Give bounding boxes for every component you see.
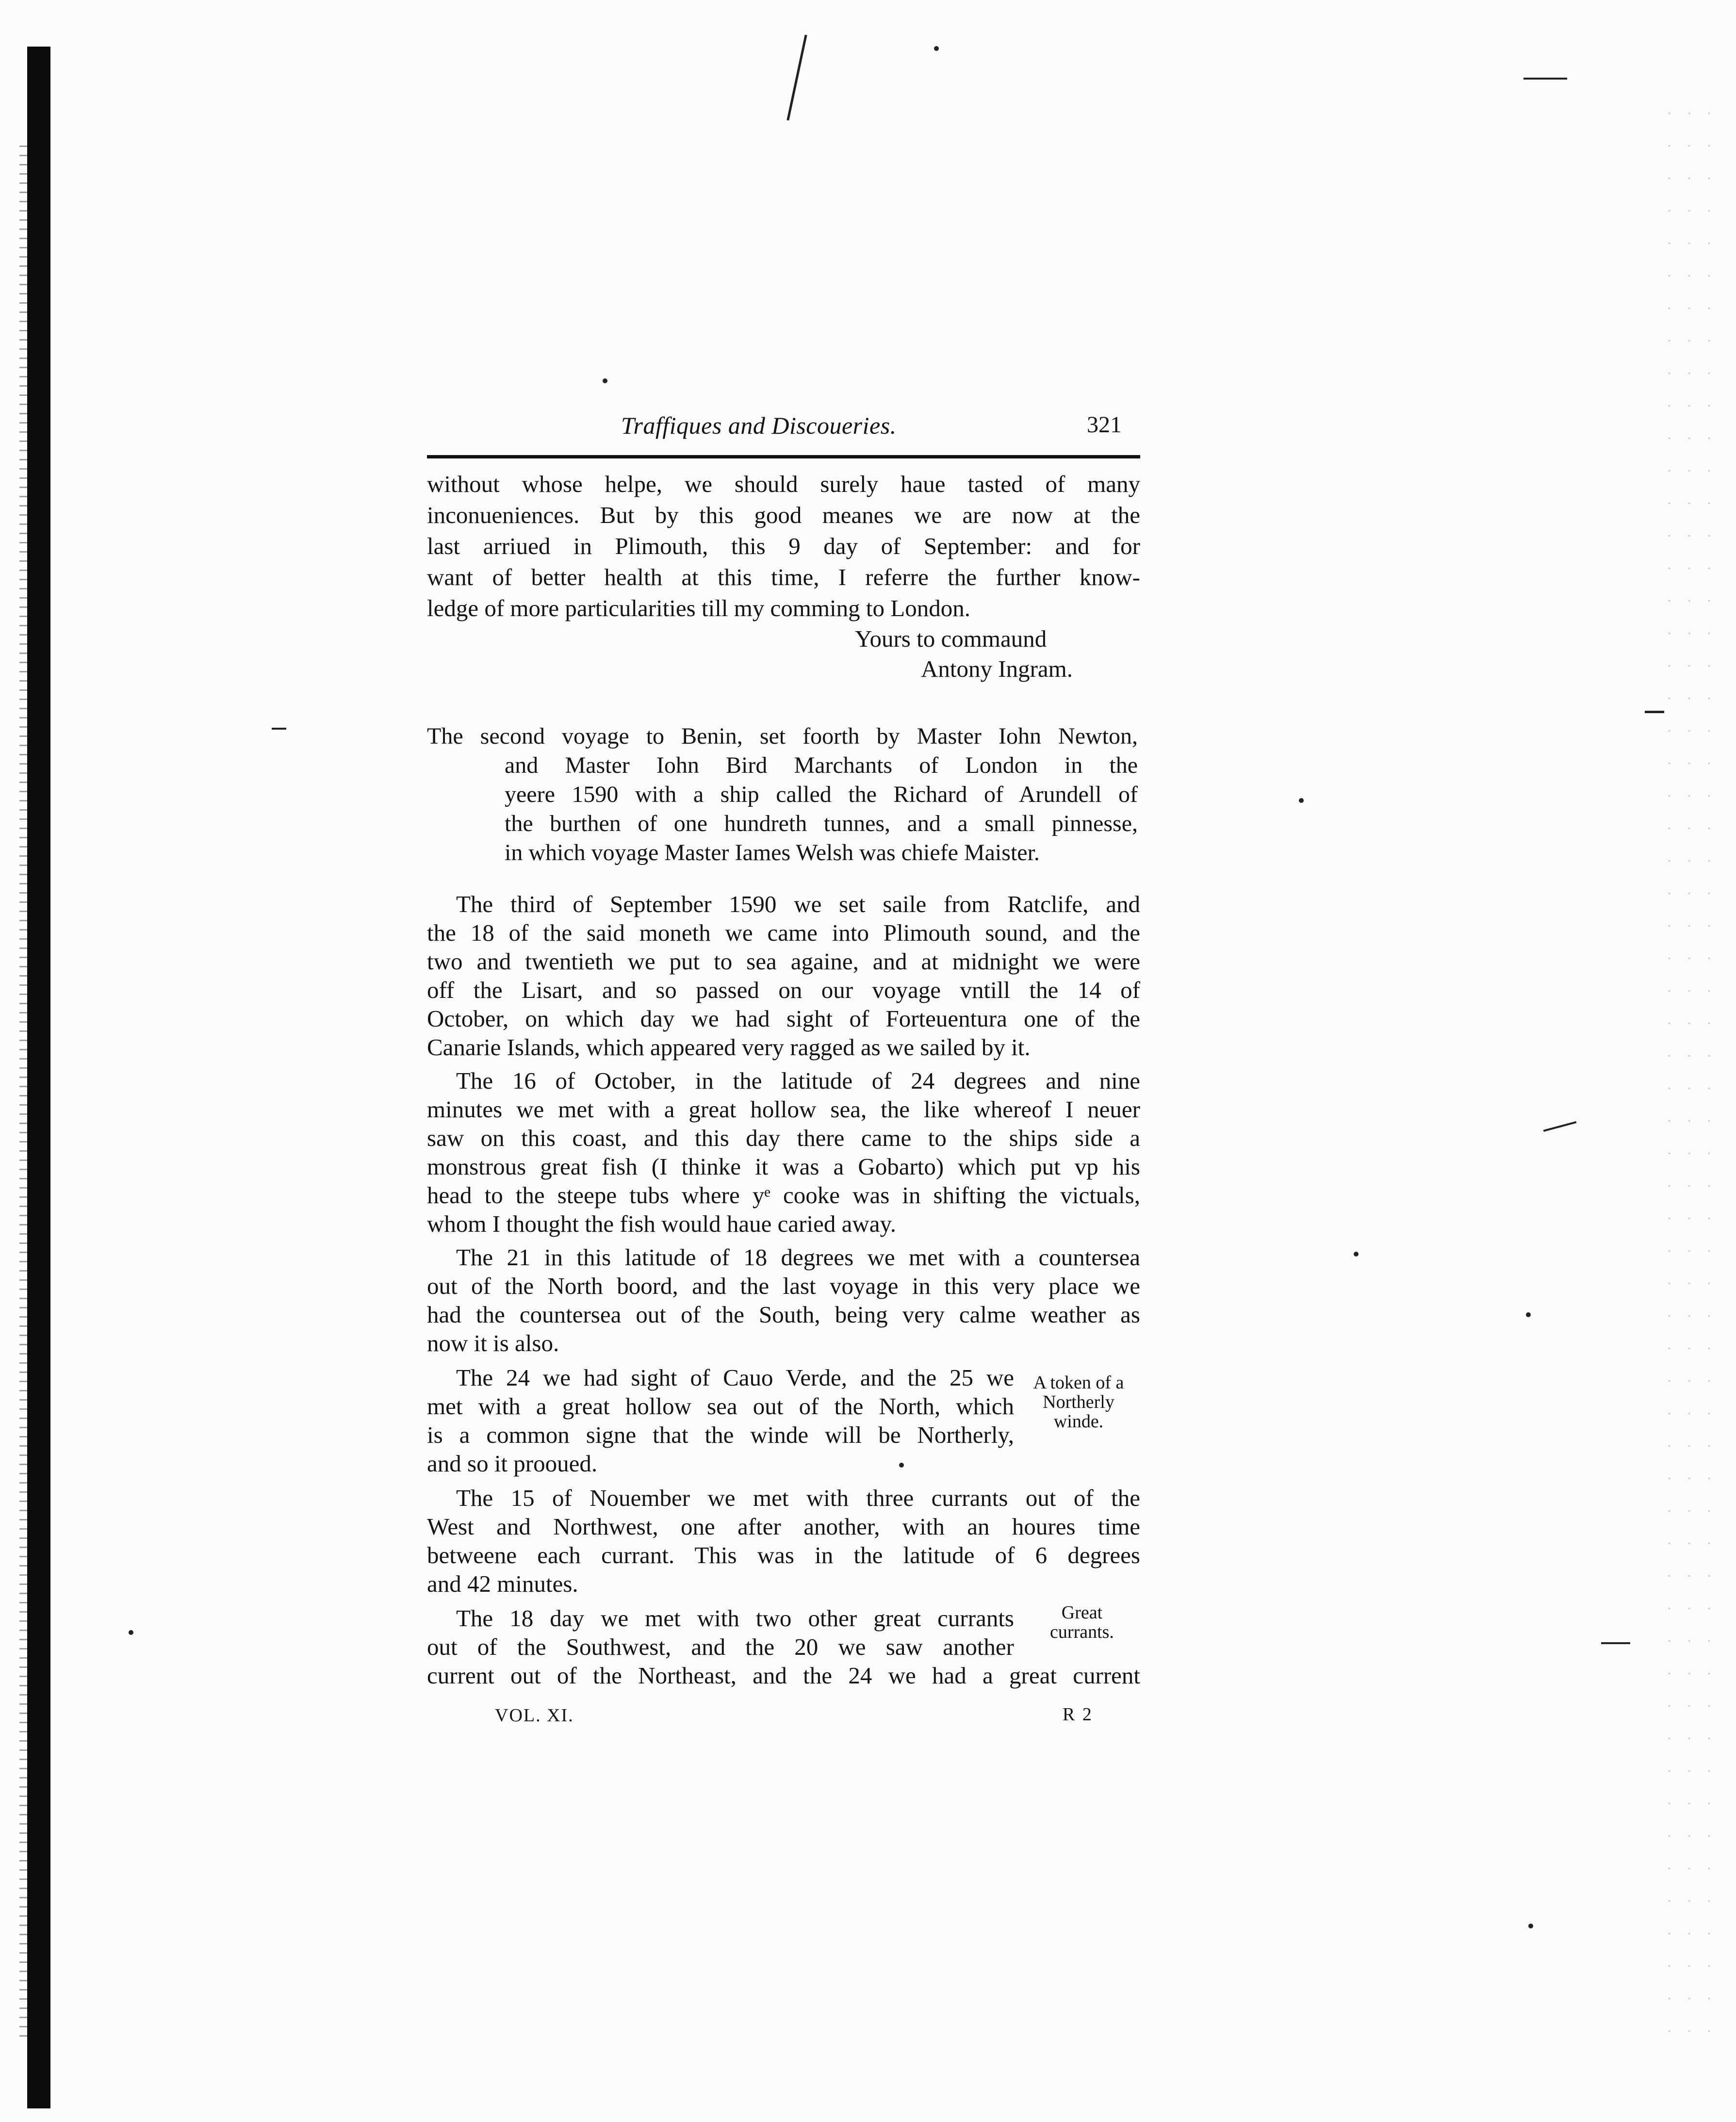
text-line: the 18 of the said moneth we came into Plimouth sound, and the (427, 919, 1140, 946)
running-title: Traffiques and Discoueries. (621, 412, 897, 439)
text-line: The third of September 1590 we set saile from Ratclife, and (456, 891, 1140, 917)
text-line: head to the steepe tubs where yᵉ cooke was in shifting the victuals, (427, 1182, 1140, 1208)
title-line: yeere 1590 with a ship called the Richard of Arundell of (505, 782, 1138, 807)
signature-mark: R 2 (1063, 1704, 1093, 1725)
text-line: The 16 of October, in the latitude of 24 degrees and nine (456, 1067, 1140, 1094)
text-line: two and twentieth we put to sea againe, and at midnight we were (427, 948, 1140, 975)
scan-dot (1299, 798, 1304, 803)
text-line: The 21 in this latitude of 18 degrees we met with a countersea (456, 1244, 1140, 1271)
scan-stroke (1645, 711, 1664, 713)
text-line: monstrous great fish (I thinke it was a Gobarto) which put vp his (427, 1153, 1140, 1180)
text-line: whom I thought the fish would haue caried away. (427, 1210, 897, 1237)
text-line: want of better health at this time, I referre the further know- (427, 564, 1140, 590)
scan-right-speckle (1659, 97, 1722, 2038)
scan-stroke (1523, 78, 1567, 80)
text-line: The 18 day we met with two other great currants (456, 1605, 1014, 1632)
text-line: The 24 we had sight of Cauo Verde, and the 25 we (456, 1364, 1014, 1391)
title-line: The second voyage to Benin, set foorth by Master Iohn Newton, (427, 723, 1138, 749)
text-line: saw on this coast, and this day there came to the ships side a (427, 1125, 1140, 1151)
text-line: The 15 of Nouember we met with three currants out of the (456, 1485, 1140, 1511)
scan-dot (934, 46, 939, 51)
margin-note-line: Great (1061, 1602, 1103, 1623)
header-rule (427, 455, 1140, 458)
text-line: out of the Southwest, and the 20 we saw another (427, 1633, 1014, 1660)
title-line: and Master Iohn Bird Marchants of London in the (505, 752, 1138, 778)
margin-note-line: winde. (1053, 1411, 1104, 1432)
text-line: off the Lisart, and so passed on our voyage vntill the 14 of (427, 977, 1140, 1003)
text-line: had the countersea out of the South, being very calme weather as (427, 1301, 1140, 1328)
title-line: the burthen of one hundreth tunnes, and a small pinnesse, (505, 811, 1138, 836)
text-line: now it is also. (427, 1330, 559, 1356)
volume-label: VOL. XI. (495, 1705, 574, 1726)
text-line: inconueniences. But by this good meanes we are now at the (427, 502, 1140, 528)
scan-dot (1528, 1924, 1533, 1928)
scan-dot (1354, 1252, 1359, 1257)
text-line: betweene each currant. This was in the latitude of 6 degrees (427, 1542, 1140, 1568)
valediction: Yours to commaund (855, 625, 1047, 652)
text-line: Canarie Islands, which appeared very ragged as we sailed by it. (427, 1034, 1031, 1061)
text-line: and 42 minutes. (427, 1570, 578, 1597)
text-line: without whose helpe, we should surely haue tasted of many (427, 471, 1140, 497)
margin-note-token (1018, 1373, 1139, 1431)
letter-signature: Antony Ingram. (921, 655, 1073, 682)
text-line: last arriued in Plimouth, this 9 day of September: and for (427, 533, 1140, 559)
scan-stroke (1601, 1642, 1630, 1644)
text-line: West and Northwest, one after another, with an houres time (427, 1513, 1140, 1540)
text-line: met with a great hollow sea out of the North, which (427, 1393, 1014, 1420)
text-line: ledge of more particularities till my comming to London. (427, 595, 970, 621)
scan-stroke (1543, 1121, 1577, 1132)
scan-edge-bar (27, 47, 50, 2108)
text-line: current out of the Northeast, and the 24 we had a great current (427, 1662, 1140, 1689)
text-line: minutes we met with a great hollow sea, the like whereof I neuer (427, 1096, 1140, 1123)
text-line: is a common signe that the winde will be Northerly, (427, 1421, 1014, 1448)
scan-dot (129, 1630, 133, 1635)
scan-dot (1526, 1312, 1531, 1317)
scan-stroke (786, 34, 807, 120)
scan-dot (603, 378, 607, 383)
margin-note-line: A token of a (1033, 1372, 1124, 1393)
text-line: out of the North boord, and the last voyage in this very place we (427, 1273, 1140, 1299)
margin-note-currants (1033, 1603, 1130, 1642)
page-number: 321 (1087, 412, 1122, 438)
title-line: in which voyage Master Iames Welsh was chiefe Maister. (505, 840, 1040, 865)
margin-note-line: Northerly (1043, 1392, 1114, 1412)
scan-edge-speckle (19, 146, 27, 2038)
text-line: and so it prooued. (427, 1450, 598, 1477)
scan-stroke (272, 728, 286, 730)
margin-note-line: currants. (1050, 1622, 1114, 1642)
text-line: October, on which day we had sight of Forteuentura one of the (427, 1005, 1140, 1032)
